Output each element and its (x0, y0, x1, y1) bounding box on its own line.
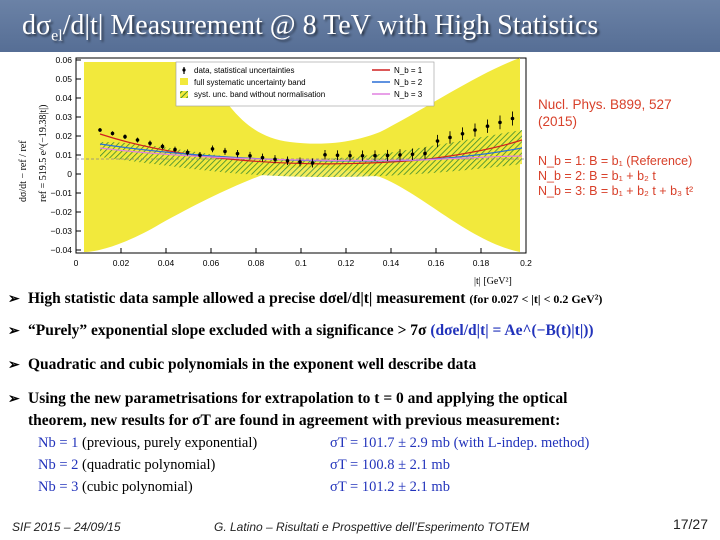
legend-item-data: data, statistical uncertainties (194, 66, 295, 75)
y-axis-label: dσ/dt − ref / ref (18, 140, 29, 202)
data-point (98, 128, 102, 132)
result-nb2-value: σT = 100.8 ± 2.1 mb (330, 457, 450, 473)
arrow-icon: ➢ (8, 292, 20, 307)
legend-item-syst-no-norm: syst. unc. band without normalisation (194, 90, 326, 99)
data-point (148, 141, 152, 145)
x-tick-label: 0.14 (382, 258, 400, 268)
result-nb3-value: σT = 101.2 ± 2.1 mb (330, 479, 450, 495)
figure (0, 52, 720, 287)
x-tick-label: 0.1 (295, 258, 307, 268)
data-point (361, 154, 365, 158)
legend-nb3: N_b = 3 (394, 90, 423, 99)
y-tick-label: 0.05 (55, 74, 72, 84)
x-tick-label: 0.18 (472, 258, 490, 268)
ref-formula: ref = 519.5 e^(−19.38|t|) (38, 104, 49, 202)
data-point (223, 150, 227, 154)
data-point (423, 152, 427, 156)
title-bar (0, 0, 720, 52)
data-point (298, 160, 302, 164)
data-point (398, 153, 402, 157)
data-point (448, 136, 452, 140)
data-point (111, 132, 115, 136)
data-point (348, 154, 352, 158)
x-tick-label: 0.12 (337, 258, 355, 268)
data-point (373, 154, 377, 158)
reference-citation: Nucl. Phys. B899, 527 (2015) (538, 97, 672, 129)
data-point (261, 156, 265, 160)
bullet-4-cont: theorem, new results for σT are found in agreement with previous measurement: (28, 412, 561, 429)
arrow-icon: ➢ (8, 324, 20, 339)
data-point (186, 151, 190, 155)
param-nb2: N_b = 2: B = b₁ + b₂ t (538, 169, 656, 183)
data-point (211, 147, 215, 151)
legend-nb2: N_b = 2 (394, 78, 423, 87)
data-point (486, 124, 490, 128)
param-nb1: N_b = 1: B = b₁ (Reference) (538, 154, 693, 168)
bullet-2: ➢ “Purely” exponential slope excluded with a significance > 7σ (dσel/d|t| = Ae^(−B(t)|t|)) (8, 322, 594, 339)
data-point (323, 153, 327, 157)
data-point (123, 135, 127, 139)
data-point (498, 121, 502, 125)
result-nb1-value: σT = 101.7 ± 2.9 mb (with L-indep. method) (330, 435, 590, 451)
data-point (336, 153, 340, 157)
y-tick-label: 0.03 (55, 112, 72, 122)
y-tick-label: 0.04 (55, 93, 72, 103)
legend-box (176, 62, 434, 106)
y-tick-label: 0.06 (55, 55, 72, 65)
data-point (386, 154, 390, 158)
y-tick-label: −0.02 (50, 207, 72, 217)
y-tick-label: 0.02 (55, 131, 72, 141)
data-point (286, 159, 290, 163)
x-tick-label: 0.2 (520, 258, 532, 268)
result-nb1: Nb = 1 (previous, purely exponential) (38, 435, 258, 451)
data-point (461, 132, 465, 136)
bullet-3: ➢ Quadratic and cubic polynomials in the exponent well describe data (8, 356, 477, 373)
x-tick-label: 0 (73, 258, 79, 268)
data-point (273, 157, 277, 161)
bullet-4: ➢ Using the new parametrisations for extrapolation to t = 0 and applying the optical (8, 390, 568, 407)
x-axis-unit: |t| [GeV²] (474, 276, 512, 287)
x-tick-label: 0.08 (247, 258, 265, 268)
y-tick-label: 0.01 (55, 150, 72, 160)
footer-date: SIF 2015 – 24/09/15 (12, 520, 121, 534)
bullet-1: ➢ High statistic data sample allowed a precise dσel/d|t| measurement (for 0.027 < |t| < 0.2 GeV²) (8, 290, 603, 307)
data-point (198, 153, 202, 157)
arrow-icon: ➢ (8, 392, 20, 407)
data-point (411, 152, 415, 156)
data-point (473, 128, 477, 132)
parametrisations (538, 154, 693, 199)
arrow-icon: ➢ (8, 358, 20, 373)
data-point (136, 138, 140, 142)
footer-author: G. Latino – Risultati e Prospettive dell’Esperimento TOTEM (214, 520, 530, 534)
data-point (311, 161, 315, 165)
data-point (236, 152, 240, 156)
x-tick-label: 0.04 (157, 258, 175, 268)
data-point (248, 154, 252, 158)
x-tick-label: 0.02 (112, 258, 130, 268)
x-tick-label: 0.06 (202, 258, 220, 268)
data-point (436, 139, 440, 143)
param-nb3: N_b = 3: B = b₁ + b₂ t + b₃ t² (538, 184, 694, 198)
y-tick-label: −0.01 (50, 188, 72, 198)
page-number: 17/27 (672, 516, 708, 532)
data-point (161, 145, 165, 149)
slide-title: $d\sigma_{el}/d|t|$ Measurement @ 8 TeV with High Statistics (22, 10, 599, 45)
x-tick-label: 0.16 (427, 258, 445, 268)
result-nb2: Nb = 2 (quadratic polynomial) (38, 457, 216, 473)
y-tick-label: −0.04 (50, 245, 72, 255)
data-point (511, 117, 515, 121)
legend-nb1: N_b = 1 (394, 66, 423, 75)
result-nb3: Nb = 3 (cubic polynomial) (38, 479, 193, 495)
y-tick-label: 0 (67, 169, 72, 179)
y-tick-label: −0.03 (50, 226, 72, 236)
data-point (173, 148, 177, 152)
legend-item-full-syst: full systematic uncertainty band (194, 78, 306, 87)
